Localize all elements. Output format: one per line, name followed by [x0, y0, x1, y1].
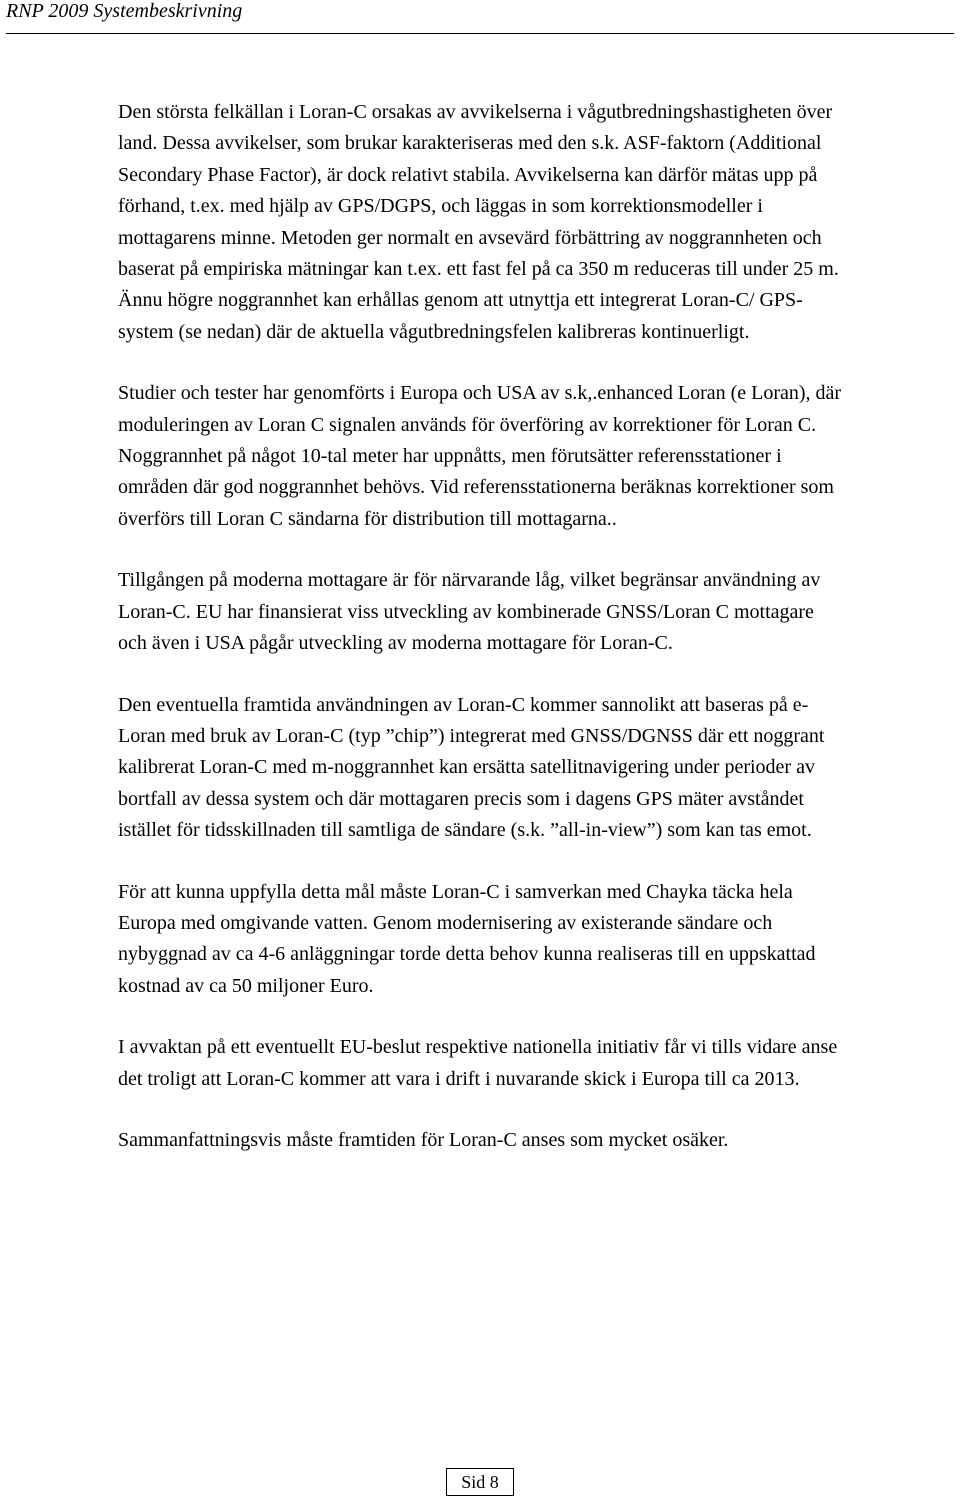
- body-text: [118, 97, 846, 1156]
- paragraph-summary: Sammanfattningsvis måste framtiden för Loran-C anses som mycket osäker.: [118, 1128, 729, 1151]
- paragraph-europe-coverage: För att kunna uppfylla detta mål måste Loran-C i samverkan med Chayka täcka hela Europa med omgivande vatten. Genom modernisering av existerande sändare och nybyggnad av ca 4-6 anläggningar torde detta behov kunna realiseras till en uppskattad kostnad av ca 50 miljoner Euro.: [118, 880, 816, 997]
- paragraph-receivers: Tillgången på moderna mottagare är för närvarande låg, vilket begränsar användning av Loran-C. EU har finansierat viss utveckling av kombinerade GNSS/Loran C mottagare och även i USA pågår utveckling av moderna mottagare för Loran-C.: [118, 569, 821, 655]
- page-number-box: [446, 1468, 514, 1496]
- page-header: [6, 0, 954, 34]
- paragraph-asf-factor: Den största felkällan i Loran-C orsakas av avvikelserna i vågutbredningshastigheten över land. Dessa avvikelser, som brukar karakteriseras med den s.k. ASF-faktorn (Additional Secondary Phase Factor), är dock relativt stabila. Avvikelserna kan därför mätas upp på förhand, t.ex. med hjälp av GPS/DGPS, och läggas in som korrektionsmodeller i mottagarens minne. Metoden ger normalt en avsevärd förbättring av noggrannheten och baserat på empiriska mätningar kan t.ex. ett fast fel på ca 350 m reduceras till under 25 m. Ännu högre noggrannhet kan erhållas genom att utnyttja ett integrerat Loran-C/ GPS-system (se nedan) där de aktuella vågutbredningsfelen kalibreras kontinuerligt.: [118, 101, 839, 343]
- document-title: RNP 2009 Systembeskrivning: [6, 0, 243, 22]
- paragraph-future-use: Den eventuella framtida användningen av Loran-C kommer sannolikt att baseras på e-Loran med bruk av Loran-C (typ ”chip”) integrerat med GNSS/DGNSS där ett noggrant kalibrerat Loran-C med m-noggrannhet kan ersätta satellitnavigering under perioder av bortfall av dessa system och där mottagaren precis som i dagens GPS mäter avståndet istället för tidsskillnaden till samtliga de sändare (s.k. ”all-in-view”) som kan tas emot.: [118, 693, 825, 842]
- paragraph-eu-decision: I avvaktan på ett eventuellt EU-beslut respektive nationella initiativ får vi tills vidare anse det troligt att Loran-C kommer att vara i drift i nuvarande skick i Europa till ca 2013.: [118, 1036, 838, 1090]
- paragraph-enhanced-loran: Studier och tester har genomförts i Europa och USA av s.k,.enhanced Loran (e Loran), där moduleringen av Loran C signalen används för överföring av korrektioner för Loran C. Noggrannhet på något 10-tal meter har uppnåtts, men förutsätter referensstationer i områden där god noggrannhet behövs. Vid referensstationerna beräknas korrektioner som överförs till Loran C sändarna för distribution till mottagarna..: [118, 382, 842, 530]
- page-number: Sid 8: [461, 1472, 499, 1492]
